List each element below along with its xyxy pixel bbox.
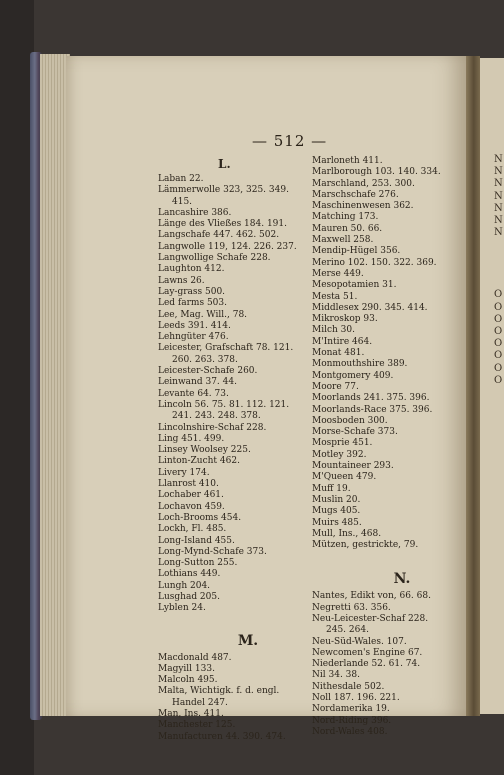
index-entry: Mull, Ins., 468. — [312, 528, 382, 539]
index-entry: Moore 77. — [312, 381, 359, 392]
page-number: — 512 — — [252, 132, 328, 150]
facing-page-letter: N — [494, 215, 503, 227]
facing-page-letter: O — [494, 289, 503, 301]
facing-page-letter: O — [494, 301, 503, 313]
index-entry: Milch 30. — [312, 325, 355, 336]
facing-page-letter: O — [494, 374, 503, 386]
index-entry: Nil 34. 38. — [312, 670, 360, 681]
index-entry: M'Intire 464. — [312, 336, 373, 347]
index-entry: Marschschafe 276. — [312, 189, 399, 200]
index-entry: Motley 392. — [312, 449, 367, 460]
index-entry: Morse-Schafe 373. — [312, 427, 398, 438]
section-gap — [312, 551, 470, 569]
index-entry-continuation: Handel 247. — [172, 697, 228, 708]
index-entry: Nantes, Edikt von, 66. 68. — [312, 591, 431, 602]
index-entry: Lochaber 461. — [158, 490, 224, 501]
index-entry: Lämmerwolle 323, 325. 349. — [158, 185, 289, 196]
index-entry: Nordamerika 19. — [312, 704, 390, 715]
index-entry: Marloneth 411. — [312, 156, 383, 166]
index-entry: Lehngüter 476. — [158, 332, 229, 343]
index-entry: Llanrost 410. — [158, 479, 219, 490]
index-entry: Mugs 405. — [312, 506, 361, 517]
index-entry: Nord-Riding 396. — [312, 715, 392, 726]
section-letter: N. — [393, 571, 411, 588]
index-entry: Nithesdale 502. — [312, 681, 385, 692]
index-entry: Matching 173. — [312, 212, 379, 223]
index-entry: Negretti 63. 356. — [312, 602, 391, 613]
index-entry: Muirs 485. — [312, 517, 362, 528]
index-column-left — [158, 156, 316, 743]
index-entry: Moorlands-Race 375. 396. — [312, 404, 433, 415]
facing-page-letter: O — [494, 338, 503, 350]
index-entry: Livery 174. — [158, 467, 210, 478]
index-entry: Led farms 503. — [158, 298, 227, 309]
facing-page-letter: N — [494, 202, 503, 214]
index-entry: Nord-Wales 408. — [312, 726, 388, 737]
index-entry: Langschafe 447. 462. 502. — [158, 230, 280, 241]
index-entry: Neu-Leicester-Schaf 228. — [312, 613, 429, 624]
index-entry: Magyill 133. — [158, 663, 215, 674]
index-entry: M'Queen 479. — [312, 472, 377, 483]
facing-page-letter: N — [494, 178, 503, 190]
index-entry: Noll 187. 196. 221. — [312, 693, 400, 704]
index-entry: Laughton 412. — [158, 264, 225, 275]
index-entry: Moosboden 300. — [312, 415, 388, 426]
index-entry: Marschland, 253. 300. — [312, 178, 415, 189]
index-entry: Leicester, Grafschaft 78. 121. — [158, 343, 294, 354]
index-entry: Newcomen's Engine 67. — [312, 647, 423, 658]
index-entry: Lancashire 386. — [158, 207, 232, 218]
index-entry-continuation: 260. 263. 378. — [172, 354, 238, 365]
index-entry-continuation: 241. 243. 248. 378. — [172, 411, 261, 422]
index-entry: Lincolnshire-Schaf 228. — [158, 422, 267, 433]
facing-page-letter: O — [494, 313, 503, 325]
index-entry-continuation: 415. — [172, 196, 193, 207]
index-entry: Maschinenwesen 362. — [312, 201, 414, 212]
index-entry-continuation: 245. 264. — [326, 625, 369, 636]
index-entry: Lay-grass 500. — [158, 286, 226, 297]
index-entry: Lyblen 24. — [158, 603, 206, 614]
index-entry: Mountaineer 293. — [312, 461, 394, 472]
index-entry: Loch-Brooms 454. — [158, 512, 242, 523]
index-entry: Muff 19. — [312, 483, 351, 494]
section-letter: M. — [237, 632, 259, 649]
index-entry: Moorlands 241. 375. 396. — [312, 393, 430, 404]
index-entry: Levante 64. 73. — [158, 388, 229, 399]
index-entry: Langwollige Schafe 228. — [158, 253, 271, 264]
index-entry: Mendip-Hügel 356. — [312, 246, 401, 257]
index-entry: Long-Sutton 255. — [158, 558, 238, 569]
index-entry: Mesta 51. — [312, 291, 358, 302]
index-entry: Länge des Vließes 184. 191. — [158, 219, 287, 230]
index-entry: Mesopotamien 31. — [312, 280, 397, 291]
facing-page-letter: O — [494, 326, 503, 338]
facing-page-letter: N — [494, 227, 503, 239]
facing-page-letter: N — [494, 154, 503, 165]
index-entry: Mosprie 451. — [312, 438, 373, 449]
index-entry: Lusghad 205. — [158, 591, 220, 602]
index-entry: Niederlande 52. 61. 74. — [312, 659, 421, 670]
index-entry: Linsey Woolsey 225. — [158, 445, 251, 456]
index-entry: Merino 102. 150. 322. 369. — [312, 257, 437, 268]
book-binding — [0, 0, 34, 775]
facing-page-letter: N — [494, 166, 503, 178]
index-entry: Leicester-Schafe 260. — [158, 366, 258, 377]
index-entry: Macdonald 487. — [158, 652, 232, 663]
index-entry: Lochavon 459. — [158, 501, 225, 512]
section-letter: L. — [218, 157, 231, 171]
index-column-right — [312, 156, 470, 738]
section-gap — [158, 615, 316, 631]
index-entry: Merse 449. — [312, 268, 364, 279]
index-entry: Lawns 26. — [158, 275, 205, 286]
index-entry: Langwolle 119, 124. 226. 237. — [158, 241, 297, 252]
facing-page-letter: N — [494, 190, 503, 202]
index-entry: Monmouthshire 389. — [312, 359, 408, 370]
index-entry: Marlborough 103. 140. 334. — [312, 167, 441, 178]
facing-page-letter: O — [494, 362, 503, 374]
index-entry: Lee, Mag. Will., 78. — [158, 309, 248, 320]
index-entry: Linton-Zucht 462. — [158, 456, 240, 467]
index-entry: Man, Ins. 411. — [158, 709, 224, 720]
index-entry: Malta, Wichtigk. f. d. engl. — [158, 686, 280, 697]
index-entry: Long-Island 455. — [158, 535, 235, 546]
index-entry: Mützen, gestrickte, 79. — [312, 540, 419, 551]
index-entry: Neu-Süd-Wales. 107. — [312, 636, 407, 647]
index-entry: Lincoln 56. 75. 81. 112. 121. — [158, 399, 290, 410]
index-entry: Lothians 449. — [158, 569, 221, 580]
index-entry: Manchester 125. — [158, 720, 236, 731]
index-entry: Ling 451. 499. — [158, 433, 225, 444]
index-entry: Muslin 20. — [312, 494, 361, 505]
index-entry: Lungh 204. — [158, 580, 211, 591]
index-entry: Leeds 391. 414. — [158, 320, 231, 331]
index-entry: Montgomery 409. — [312, 370, 394, 381]
facing-page-letter: O — [494, 350, 503, 362]
index-entry: Laban 22. — [158, 174, 204, 184]
index-entry: Mikroskop 93. — [312, 314, 378, 325]
index-entry: Maxwell 258. — [312, 235, 374, 246]
index-entry: Middlesex 290. 345. 414. — [312, 302, 428, 313]
index-entry: Leinwand 37. 44. — [158, 377, 237, 388]
index-entry: Monat 481. — [312, 348, 365, 359]
index-entry: Mauren 50. 66. — [312, 223, 383, 234]
index-entry: Long-Mynd-Schafe 373. — [158, 546, 267, 557]
index-entry: Lockh, Fl. 485. — [158, 524, 227, 535]
facing-page-fragment — [480, 58, 504, 714]
index-entry: Manufacturen 44. 390. 474. — [158, 731, 286, 742]
index-entry: Malcoln 495. — [158, 675, 218, 686]
